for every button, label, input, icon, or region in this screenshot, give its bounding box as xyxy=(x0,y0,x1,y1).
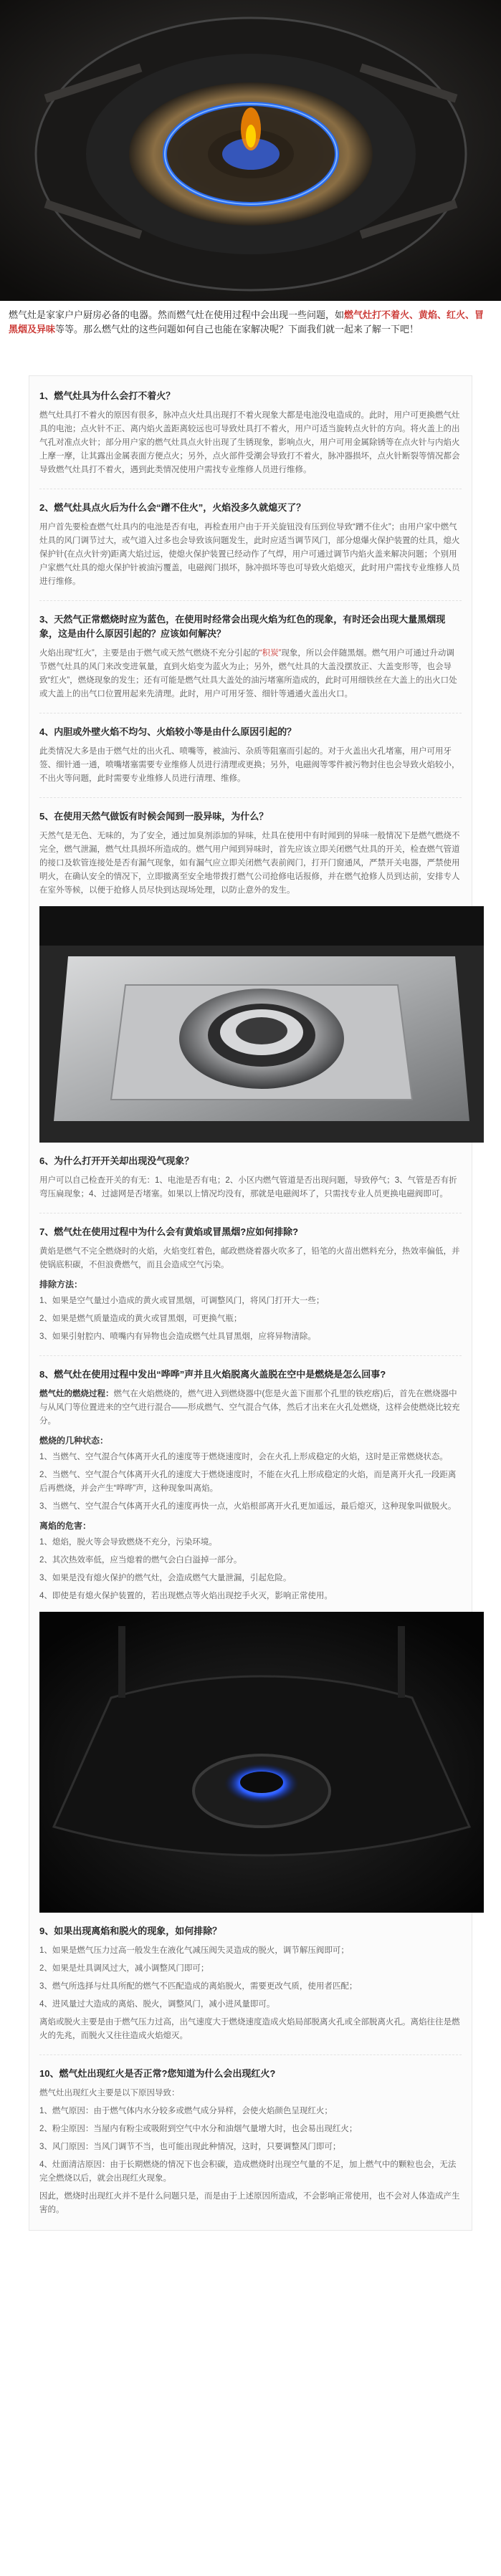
list-item: 1、当燃气、空气混合气体离开火孔的速度等于燃烧速度时，会在火孔上形成稳定的火焰，这时是正常燃烧状态。 xyxy=(39,1453,448,1461)
faq-item-2 xyxy=(39,501,462,589)
divider xyxy=(39,600,462,601)
list-item: 4、即使是有熄火保护装置的，若出现燃点等火焰出现挖手火灭，影响正常使用。 xyxy=(39,1592,333,1600)
list-item: 2、其次热效率低，应当熄着的燃气会白白溢掉一部分。 xyxy=(39,1556,242,1565)
divider xyxy=(39,1355,462,1356)
faq-10-tail: 因此，燃烧时出现红火并不是什么问题只是，而是由于上述原因所造成，不会影响正常使用，也不会对人体造成产生害的。 xyxy=(39,2192,460,2214)
faq-title-4: 4、内胆或外壁火焰不均匀、火焰较小等是由什么原因引起的？ xyxy=(39,726,297,737)
faq-card xyxy=(29,375,472,2231)
intro-highlight: 燃气灶打不着火、黄焰、红火、冒黑烟及异味 xyxy=(9,309,485,335)
faq-7-list xyxy=(39,1294,462,1344)
dark-burner-illustration xyxy=(39,1612,484,1913)
list-item: 3、如果是没有熄火保护的燃气灶，会造成燃气大量泄漏，引起危险。 xyxy=(39,1574,292,1582)
faq-body-3a: 火焰出现“红火”，主要是由于燃气或天然气燃烧不充分引起的 xyxy=(39,649,259,658)
faq-body-3b: 现象，所以会伴随黑烟。燃气用户可通过升动调节燃气灶具的风门来改变进氧量，直到火焰变为蓝火为止；另外，燃气灶具的大盖没摆放正、大盖变形等，也会导致“红火”，燃烧现象的发生；还有可能是燃气灶具大盖处的油污堵塞所造成的，此时可用细铁丝在大盖上的出火口处或大盖上的出气口位置用起来先清理。此时，用户可用牙签、细针等通通火盖出火口。 xyxy=(39,649,457,698)
faq-body-4: 此类情况大多是由于燃气灶的出火孔、喷嘴等，被油污、杂质等阻塞而引起的。对于火盖出火孔堵塞，用户可用牙签、细针通一通，喷嘴堵塞需要专业维修人员进行清理或更换；另外，电磁阀等零件被污物封住也会导致火焰较小，不出火等问题，此时需要专业维修人员进行清理、维修。 xyxy=(39,747,460,783)
divider xyxy=(39,2054,462,2055)
hero-burner-photo xyxy=(0,0,501,301)
list-item: 2、如果是燃气质量造成的黄火或冒黑烟，可更换气瓶； xyxy=(39,1315,242,1323)
list-item: 2、当燃气、空气混合气体离开火孔的速度大于燃烧速度时，不能在火孔上形成稳定的火焰，而是离开火孔一段距离后再燃烧，并会产生“哗哗”声，这种现象叫离焰。 xyxy=(39,1471,457,1493)
faq-8-list xyxy=(39,1451,462,1514)
faq-item-10 xyxy=(39,2067,462,2217)
faq-body-8-text: 燃气在火焰燃烧的，燃气进入到燃烧器中(您是火盖下面那个孔里的铁疙瘩)后，首先在燃烧器中与从风门等位置进来的空气进行混合——形成燃气、空气混合气体，然后才出来在火孔处燃烧，这样会使燃烧比较充分。 xyxy=(39,1390,460,1426)
intro-text-b: 等等。那么燃气灶的这些问题如何自己也能在家解决呢？下面我们就一起来了解一下吧！ xyxy=(55,324,419,335)
faq-7-subhead: 排除方法： xyxy=(39,1279,83,1289)
faq-8-subhead-2: 离焰的危害： xyxy=(39,1521,92,1531)
faq-body-6: 用户可以自己检查开关的有无：1、电池是否有电；2、小区内燃气管道是否出现问题，导致停气；3、气管是否有折弯压扁现象；4、过滤网是否堵塞。如果以上情况均没有，那就是电磁阀坏了，只需找专业人员更换电磁阀即可。 xyxy=(39,1176,457,1198)
stove-photo xyxy=(39,906,484,1143)
faq-title-6: 6、为什么打开开关却出现没气现象？ xyxy=(39,1155,194,1166)
list-item: 2、粉尘原因：当屋内有粉尘或吸附到空气中水分和油烟气量增大时，也会易出现红火； xyxy=(39,2125,358,2133)
faq-body-8 xyxy=(39,1388,462,1428)
faq-title-10: 10、燃气灶出现红火是否正常?您知道为什么会出现红火? xyxy=(39,2068,276,2079)
list-item: 4、灶面清洁原因：由于长期燃烧的情况下也会积碳，造成燃烧时出现空气量的不足，加上燃气中的颗粒也会，无法完全燃烧以后，就会出现红火现象。 xyxy=(39,2161,457,2183)
list-item: 3、风门原因：当风门调节不当，也可能出现此种情况，这时，只要调整风门即可； xyxy=(39,2143,341,2151)
faq-10-intro: 燃气灶出现红火主要是以下原因导致： xyxy=(39,2089,180,2097)
faq-title-7: 7、燃气灶在使用过程中为什么会有黄焰或冒黑烟?应如何排除? xyxy=(39,1226,299,1237)
list-item: 3、当燃气、空气混合气体离开火孔的速度再快一点，火焰根部离开火孔更加遥远，最后熄灭，这种现象叫做脱火。 xyxy=(39,1502,457,1511)
faq-title-5: 5、在使用天然气做饭有时候会闻到一股异味，为什么？ xyxy=(39,811,269,822)
list-item: 1、燃气原因：由于燃气体内水分较多或燃气成分异样，会使火焰颜色呈现红火； xyxy=(39,2107,333,2115)
faq-item-4 xyxy=(39,725,462,786)
faq-title-9: 9、如果出现离焰和脱火的现象，如何排除？ xyxy=(39,1926,222,1936)
list-item: 3、燃气所选择与灶具所配的燃气不匹配造成的离焰脱火，需要更改气质，使用者匹配； xyxy=(39,1982,358,1991)
burner-photo-dark xyxy=(39,1612,484,1913)
faq-item-9 xyxy=(39,1924,462,2043)
faq-item-5 xyxy=(39,809,462,898)
faq-body-8-lead: 燃气灶的燃烧过程： xyxy=(39,1390,114,1398)
list-item: 3、如果引射腔内、喷嘴内有异物也会造成燃气灶具冒黑烟，应将异物清除。 xyxy=(39,1332,316,1341)
faq-8-subhead: 燃烧的几种状态： xyxy=(39,1436,109,1446)
stainless-stove-illustration xyxy=(39,906,484,1143)
faq-9-list xyxy=(39,1944,462,2012)
intro-paragraph xyxy=(0,301,501,342)
faq-body-5: 天然气是无色、无味的，为了安全，通过加臭剂添加的异味，灶具在使用中有时闻到的异味一般情况下是燃气燃烧不完全，燃气泄漏，燃气灶具损坏所造成的。燃气用户闻到异味时，首先应该立即关闭燃气灶具的开关，检查燃气管道的接口及软管连接处是否有漏气现象，如有漏气应立即关闭燃气表前阀门，打开门窗通风，严禁开关电器，严禁使用明火，在确认安全的情况下，立即撤离至安全地带拨打燃气公司抢修电话报修，并在燃气抢修人员到达前，安排专人在室外等候，以便于抢修人员尽快到达现场处理，以防止意外的发生。 xyxy=(39,832,460,895)
intro-text-a: 燃气灶是家家户户厨房必备的电器。然而燃气灶在使用过程中会出现一些问题，如 xyxy=(9,309,345,320)
faq-item-3 xyxy=(39,612,462,701)
faq-item-6 xyxy=(39,1154,462,1201)
list-item: 2、如果是灶具调风过大，减小调整风门即可； xyxy=(39,1964,209,1973)
faq-item-8 xyxy=(39,1368,462,1603)
faq-title-3: 3、天然气正常燃烧时应为蓝色，在使用时经常会出现火焰为红色的现象，有时还会出现大量黑烟现象，这是由什么原因引起的？应该如何解决？ xyxy=(39,614,446,639)
list-item: 4、进风量过大造成的离焰、脱火，调整风门，减小进风量即可。 xyxy=(39,2000,275,2009)
faq-body-3 xyxy=(39,647,462,701)
faq-8-list-2 xyxy=(39,1536,462,1603)
list-item: 1、如果是空气量过小造成的黄火或冒黑烟，可调整风门，将风门打开大一些； xyxy=(39,1297,325,1305)
faq-item-1 xyxy=(39,389,462,477)
faq-title-1: 1、燃气灶具为什么会打不着火？ xyxy=(39,390,176,401)
faq-title-8: 8、燃气灶在使用过程中发出“哗哗”声并且火焰脱离火盖脱在空中是燃烧是怎么回事? xyxy=(39,1369,386,1380)
faq-body-2: 用户首先要检查燃气灶具内的电池是否有电，再检查用户由于开关旋钮没有压到位导致“蹭不住火”；由用户家中燃气灶具的风门调节过大，或气道入过多也会导致该问题发生，此时应适当调节风门，部分熄爆火保护装置的灶具，熄火保护针(在点火针旁)距离大焰过远，使熄火保护装置已经动作了气焊，用户可通过调节内焰火盖来解决问题；个别用户家燃气灶具的熄火保护针被油污覆盖，电磁阀门损坏，脉冲损坏等也可导致火焰熄灭，此时用户需找专业维修人员进行维修。 xyxy=(39,523,460,586)
faq-9-tail: 离焰或脱火主要是由于燃气压力过高，出气速度大于燃烧速度造成火焰局部脱离火孔或全部脱离火孔。离焰往往是燃火的先兆，而脱火又往往造成火焰熄灭。 xyxy=(39,2018,460,2040)
divider xyxy=(39,797,462,798)
gas-burner-illustration xyxy=(0,0,501,301)
faq-body-3-emphasis: “积炭” xyxy=(259,649,282,658)
faq-item-7 xyxy=(39,1225,462,1344)
faq-body-1: 燃气灶具打不着火的原因有很多，脉冲点火灶具出现打不着火现象大都是电池没电造成的。此时，用户可更换燃气灶具的电池；点火针不正、离内焰火盖距离较远也可导致灶具打不着火，用户可适当旋转点火针的方向。将火盖上的出气孔对准点火针；部分用户家的燃气灶具点火针出现了生锈现象，影响点火，用户可用金属除锈等在点火针与内焰火上摩一摩，让其露出金属表面方便点火；另外，点火部件受潮会导致打不着火，脉冲器损坏，点火针断裂等情况都会导致燃气灶具打不着火，遇到此类情况使用户需找专业维修人员进行维修。 xyxy=(39,411,460,474)
faq-title-2: 2、燃气灶具点火后为什么会“蹭不住火”，火焰没多久就熄灭了？ xyxy=(39,502,306,513)
list-item: 1、熄焰，脱火等会导致燃烧不充分，污染环境。 xyxy=(39,1538,217,1547)
faq-10-list xyxy=(39,2105,462,2186)
list-item: 1、如果是燃气压力过高一般发生在液化气减压阀失灵造成的脱火，调节解压阀即可； xyxy=(39,1946,349,1955)
faq-body-7: 黄焰是燃气不完全燃烧时的火焰，火焰变红着色，邮政燃烧着器火吹多了，铅笔的火苗出燃料充分，热效率偏低，并使锅底积碳，不但浪费燃气，而且会造成空气污染。 xyxy=(39,1247,460,1269)
